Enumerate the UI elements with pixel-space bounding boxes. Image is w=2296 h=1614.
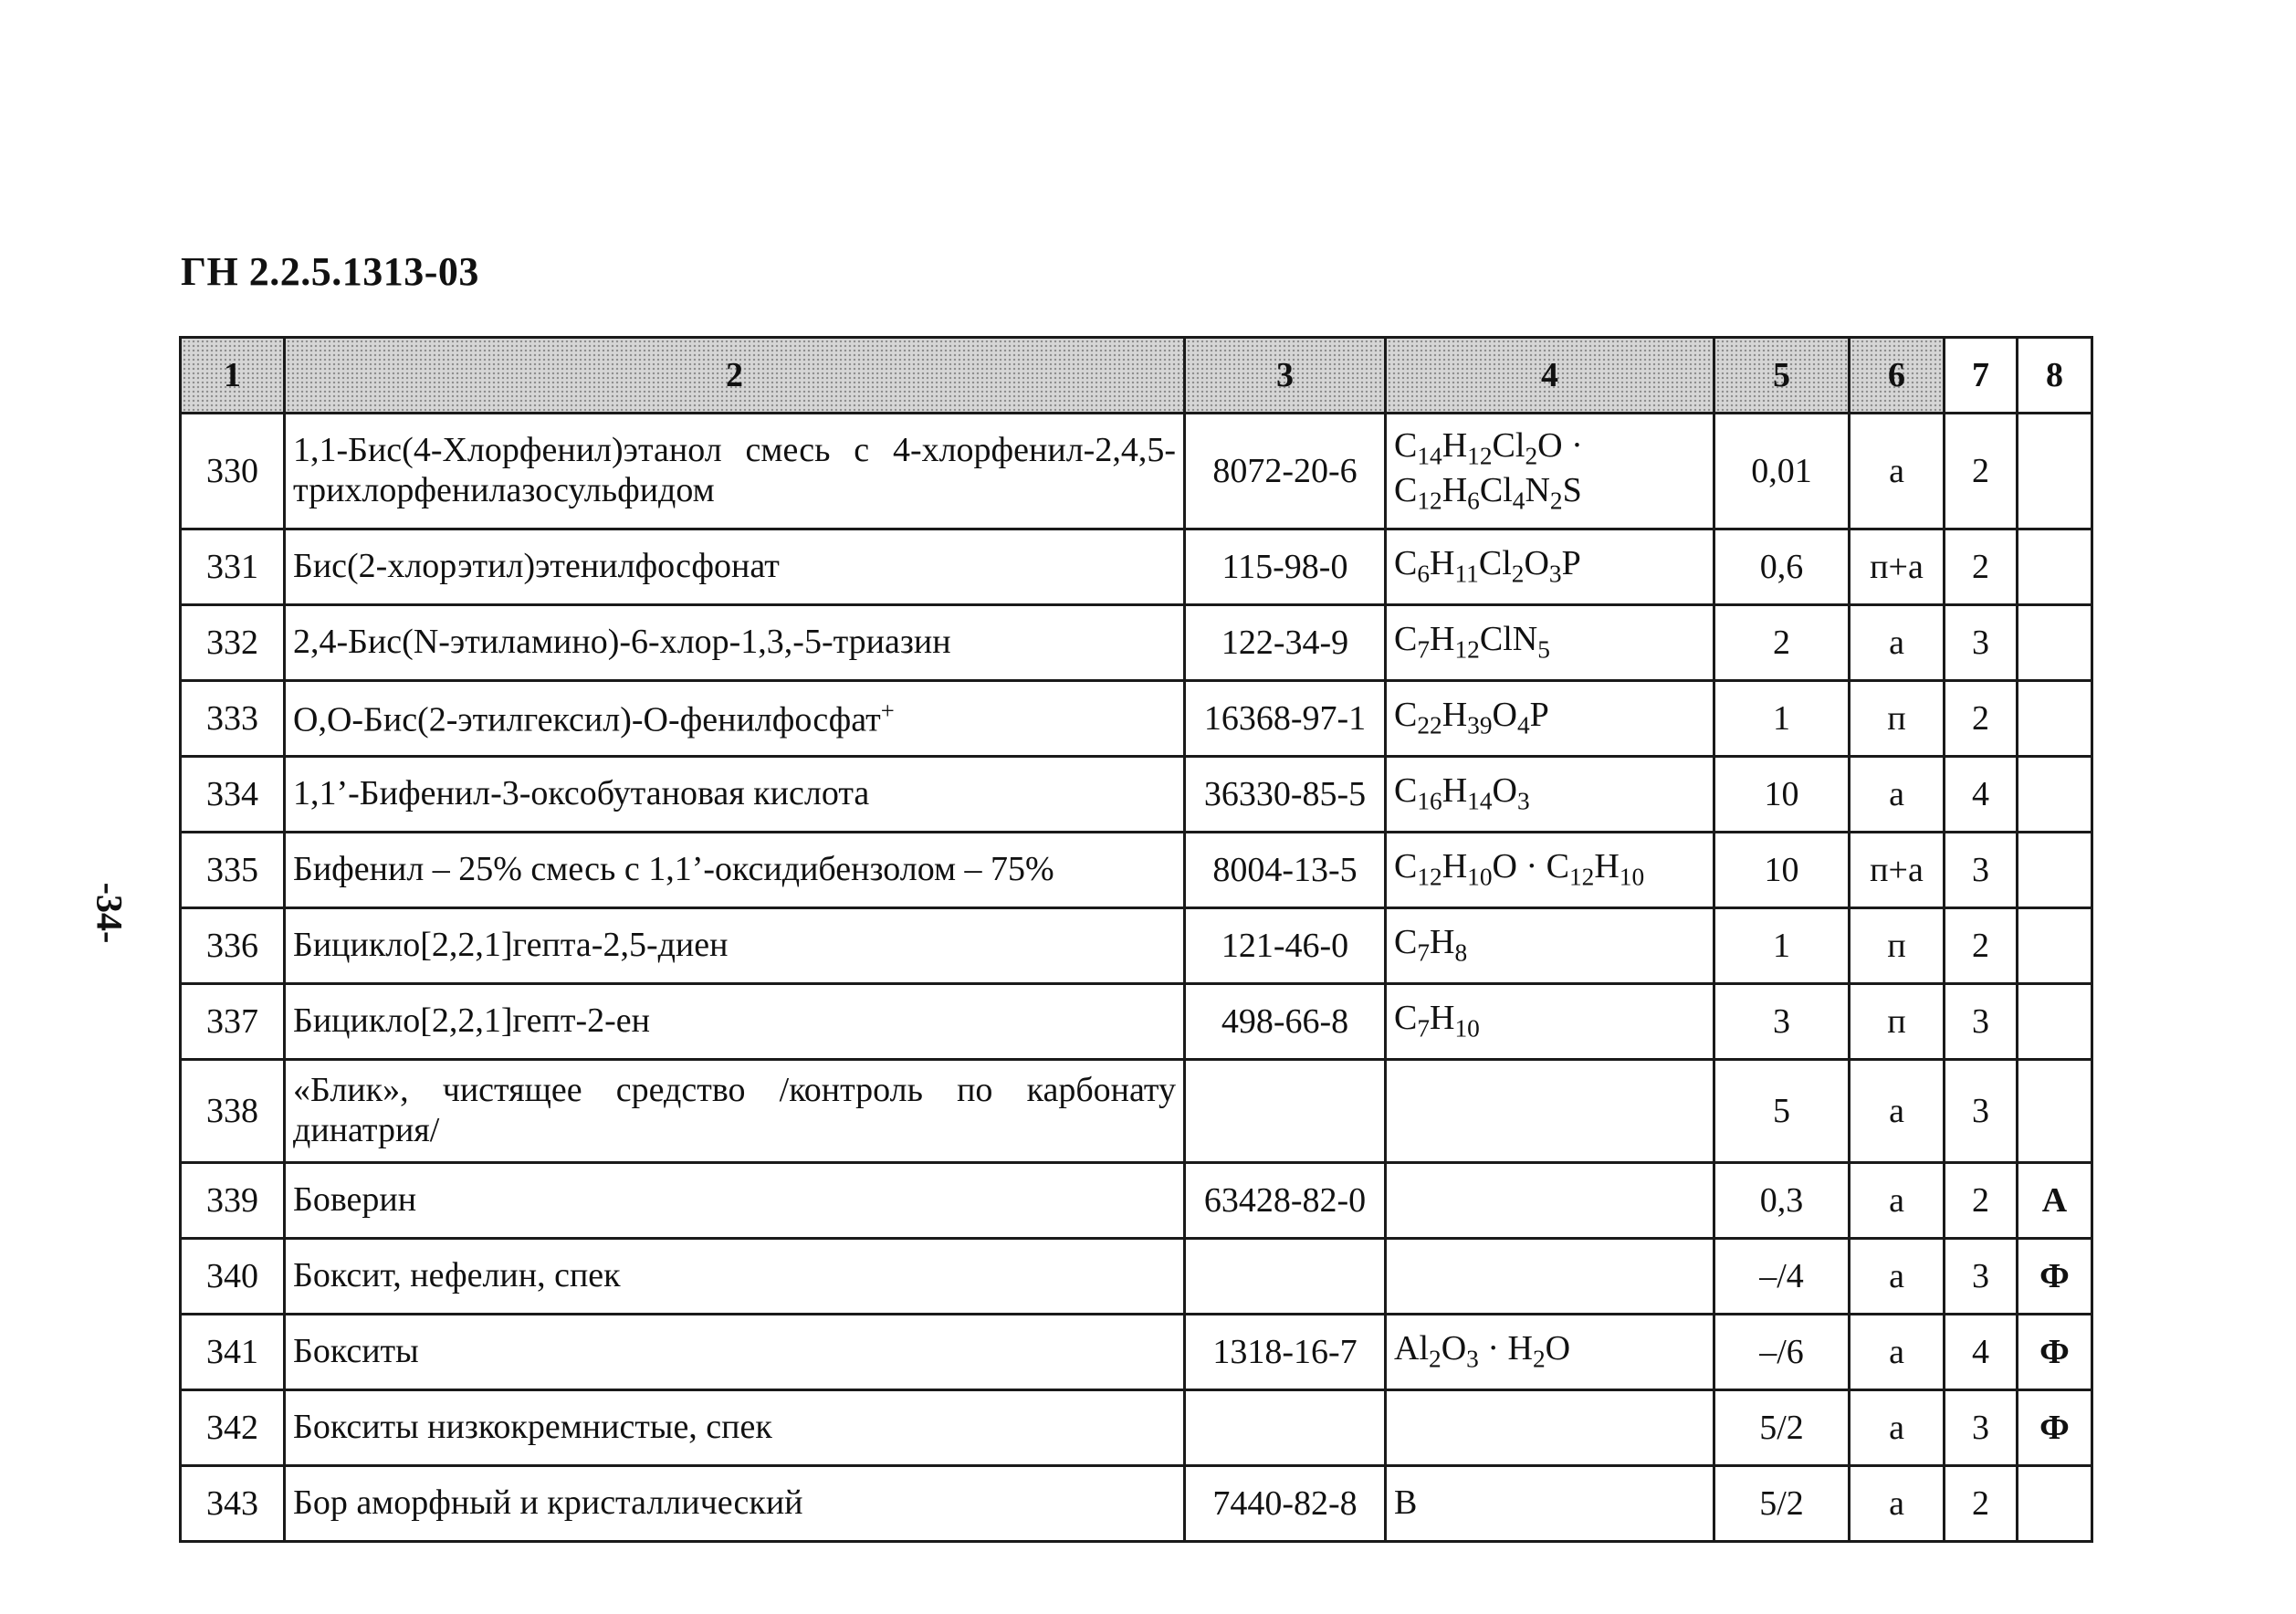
cell-formula: $Al_2O_3 \cdot H_2O$ — [1386, 1315, 1714, 1390]
cell-formula: B — [1386, 1466, 1714, 1542]
cell-formula: $C_{12}H_{10}O \cdot C_{12}H_{10}$ — [1386, 833, 1714, 908]
header-col-1: 1 — [181, 338, 285, 414]
cell-cas-number — [1185, 1239, 1386, 1315]
cell-limit-value: 1 — [1714, 908, 1850, 984]
cell-hazard-class: 2 — [1945, 1163, 2018, 1239]
table-row — [181, 1466, 2092, 1542]
cell-aggregate-state: а — [1850, 757, 1945, 833]
cell-cas-number: 1318-16-7 — [1185, 1315, 1386, 1390]
cell-aggregate-state: а — [1850, 1390, 1945, 1466]
cell-limit-value: 0,6 — [1714, 529, 1850, 605]
table-row — [181, 1060, 2092, 1163]
cell-limit-value: 10 — [1714, 757, 1850, 833]
cell-note: Ф — [2018, 1315, 2092, 1390]
cell-aggregate-state: п — [1850, 908, 1945, 984]
table-row — [181, 984, 2092, 1060]
cell-limit-value: –/4 — [1714, 1239, 1850, 1315]
cell-cas-number: 8004-13-5 — [1185, 833, 1386, 908]
cell-cas-number — [1185, 1060, 1386, 1163]
cell-substance-name: Бицикло[2,2,1]гепт-2-ен — [285, 984, 1185, 1060]
cell-aggregate-state: а — [1850, 1163, 1945, 1239]
cell-note — [2018, 757, 2092, 833]
cell-substance-name: 1,1’-Бифенил-3-оксобутановая кислота — [285, 757, 1185, 833]
document-code: ГН 2.2.5.1313-03 — [181, 249, 479, 294]
cell-cas-number: 63428-82-0 — [1185, 1163, 1386, 1239]
cell-number: 331 — [181, 529, 285, 605]
cell-aggregate-state: а — [1850, 1060, 1945, 1163]
cell-substance-name: Бор аморфный и кристаллический — [285, 1466, 1185, 1542]
cell-substance-name: Бокситы низкокремнистые, спек — [285, 1390, 1185, 1466]
cell-number: 334 — [181, 757, 285, 833]
cell-hazard-class: 3 — [1945, 605, 2018, 681]
table-row — [181, 1315, 2092, 1390]
header-col-8: 8 — [2018, 338, 2092, 414]
header-col-3: 3 — [1185, 338, 1386, 414]
cell-formula: $C_{22}H_{39}O_4P$ — [1386, 681, 1714, 757]
cell-number: 341 — [181, 1315, 285, 1390]
cell-hazard-class: 4 — [1945, 1315, 2018, 1390]
cell-substance-name: Бис(2-хлорэтил)этенилфосфонат — [285, 529, 1185, 605]
cell-formula: $C_7H_8$ — [1386, 908, 1714, 984]
cell-number: 335 — [181, 833, 285, 908]
cell-aggregate-state: п — [1850, 984, 1945, 1060]
table-row — [181, 414, 2092, 529]
cell-hazard-class: 3 — [1945, 1060, 2018, 1163]
table-row — [181, 529, 2092, 605]
cell-limit-value: 3 — [1714, 984, 1850, 1060]
substances-table — [179, 336, 2093, 1543]
cell-substance-name: O,O-Бис(2-этилгексил)-O-фенилфосфат+ — [285, 681, 1185, 757]
cell-aggregate-state: а — [1850, 1466, 1945, 1542]
cell-note — [2018, 833, 2092, 908]
cell-number: 337 — [181, 984, 285, 1060]
table-header-row — [181, 338, 2092, 414]
cell-formula: $C_{16}H_{14}O_3$ — [1386, 757, 1714, 833]
cell-substance-name: Боксит, нефелин, спек — [285, 1239, 1185, 1315]
cell-note — [2018, 908, 2092, 984]
table-row — [181, 1163, 2092, 1239]
header-col-6: 6 — [1850, 338, 1945, 414]
cell-hazard-class: 3 — [1945, 833, 2018, 908]
cell-limit-value: 5 — [1714, 1060, 1850, 1163]
cell-limit-value: 1 — [1714, 681, 1850, 757]
table-row — [181, 908, 2092, 984]
cell-limit-value: 10 — [1714, 833, 1850, 908]
cell-hazard-class: 2 — [1945, 908, 2018, 984]
cell-substance-name: Боверин — [285, 1163, 1185, 1239]
cell-number: 330 — [181, 414, 285, 529]
cell-cas-number: 121-46-0 — [1185, 908, 1386, 984]
cell-substance-name: 1,1-Бис(4-Хлорфенил)этанол смесь с 4-хлорфенил-2,4,5-трихлорфенилазосульфидом — [285, 414, 1185, 529]
cell-cas-number — [1185, 1390, 1386, 1466]
header-col-2: 2 — [285, 338, 1185, 414]
cell-aggregate-state: а — [1850, 1239, 1945, 1315]
cell-note: А — [2018, 1163, 2092, 1239]
cell-limit-value: 5/2 — [1714, 1390, 1850, 1466]
header-col-7: 7 — [1945, 338, 2018, 414]
cell-limit-value: –/6 — [1714, 1315, 1850, 1390]
cell-substance-name: Бифенил – 25% смесь с 1,1’-оксидибензолом – 75% — [285, 833, 1185, 908]
cell-note: Ф — [2018, 1390, 2092, 1466]
cell-aggregate-state: п+а — [1850, 529, 1945, 605]
cell-note — [2018, 984, 2092, 1060]
cell-note — [2018, 1466, 2092, 1542]
header-col-4: 4 — [1386, 338, 1714, 414]
cell-note — [2018, 529, 2092, 605]
cell-substance-name: Бицикло[2,2,1]гепта-2,5-диен — [285, 908, 1185, 984]
cell-limit-value: 5/2 — [1714, 1466, 1850, 1542]
table-row — [181, 757, 2092, 833]
cell-number: 342 — [181, 1390, 285, 1466]
cell-hazard-class: 3 — [1945, 984, 2018, 1060]
table-row — [181, 1239, 2092, 1315]
cell-substance-name: 2,4-Бис(N-этиламино)-6-хлор-1,3,-5-триазин — [285, 605, 1185, 681]
cell-formula — [1386, 1390, 1714, 1466]
cell-number: 332 — [181, 605, 285, 681]
cell-cas-number: 36330-85-5 — [1185, 757, 1386, 833]
cell-aggregate-state: п+а — [1850, 833, 1945, 908]
cell-formula — [1386, 1239, 1714, 1315]
cell-limit-value: 2 — [1714, 605, 1850, 681]
cell-number: 339 — [181, 1163, 285, 1239]
table-row — [181, 681, 2092, 757]
cell-cas-number: 115-98-0 — [1185, 529, 1386, 605]
cell-formula: $C_6H_{11}Cl_2O_3P$ — [1386, 529, 1714, 605]
cell-formula: $C_{14}H_{12}Cl_2O \cdot C_{12}H_6Cl_4N_2S$ — [1386, 414, 1714, 529]
header-col-5: 5 — [1714, 338, 1850, 414]
cell-number: 338 — [181, 1060, 285, 1163]
table-row — [181, 605, 2092, 681]
cell-hazard-class: 2 — [1945, 414, 2018, 529]
table-row — [181, 1390, 2092, 1466]
cell-formula: $C_7H_{12}ClN_5$ — [1386, 605, 1714, 681]
cell-hazard-class: 4 — [1945, 757, 2018, 833]
cell-aggregate-state: а — [1850, 1315, 1945, 1390]
cell-note — [2018, 681, 2092, 757]
cell-note — [2018, 414, 2092, 529]
cell-note — [2018, 1060, 2092, 1163]
cell-number: 343 — [181, 1466, 285, 1542]
table-row — [181, 833, 2092, 908]
cell-aggregate-state: а — [1850, 414, 1945, 529]
cell-number: 336 — [181, 908, 285, 984]
cell-hazard-class: 2 — [1945, 681, 2018, 757]
cell-hazard-class: 2 — [1945, 1466, 2018, 1542]
cell-cas-number: 122-34-9 — [1185, 605, 1386, 681]
cell-formula: $C_7H_{10}$ — [1386, 984, 1714, 1060]
cell-number: 340 — [181, 1239, 285, 1315]
cell-substance-name: «Блик», чистящее средство /контроль по карбонату динатрия/ — [285, 1060, 1185, 1163]
cell-aggregate-state: а — [1850, 605, 1945, 681]
cell-cas-number: 8072-20-6 — [1185, 414, 1386, 529]
cell-hazard-class: 2 — [1945, 529, 2018, 605]
cell-aggregate-state: п — [1850, 681, 1945, 757]
cell-limit-value: 0,3 — [1714, 1163, 1850, 1239]
cell-number: 333 — [181, 681, 285, 757]
cell-note: Ф — [2018, 1239, 2092, 1315]
cell-hazard-class: 3 — [1945, 1390, 2018, 1466]
cell-note — [2018, 605, 2092, 681]
cell-limit-value: 0,01 — [1714, 414, 1850, 529]
cell-formula — [1386, 1060, 1714, 1163]
cell-cas-number: 498-66-8 — [1185, 984, 1386, 1060]
cell-substance-name: Бокситы — [285, 1315, 1185, 1390]
cell-cas-number: 7440-82-8 — [1185, 1466, 1386, 1542]
cell-hazard-class: 3 — [1945, 1239, 2018, 1315]
cell-formula — [1386, 1163, 1714, 1239]
cell-cas-number: 16368-97-1 — [1185, 681, 1386, 757]
page-number-text: -34- — [89, 882, 131, 944]
